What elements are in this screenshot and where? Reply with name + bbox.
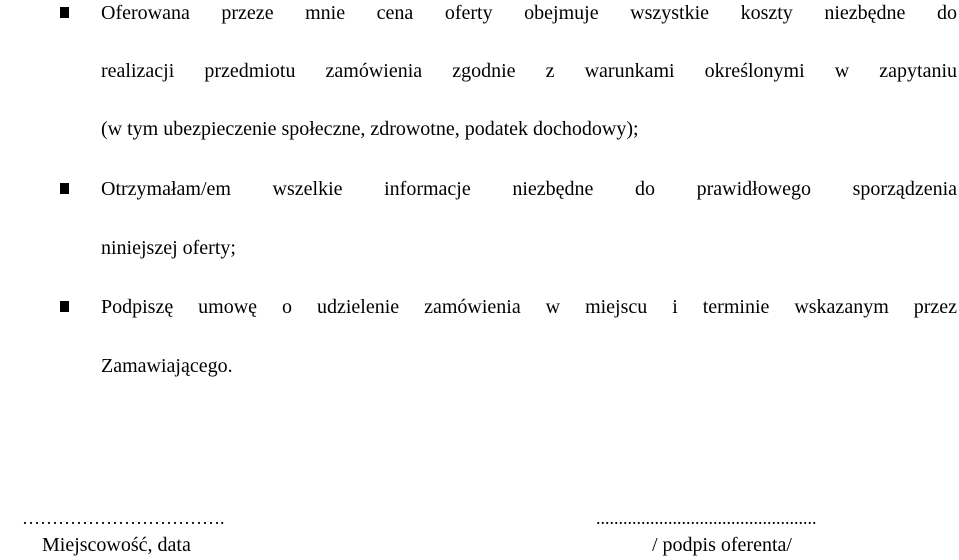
statement-3-line-1: Podpiszę umowę o udzielenie zamówienia w miejscu i terminie wskazanym przez bbox=[101, 296, 957, 318]
bullet-marker-1 bbox=[60, 7, 69, 18]
statement-3-line-2: Zamawiającego. bbox=[101, 355, 233, 377]
statement-1-line-3: (w tym ubezpieczenie społeczne, zdrowotne, podatek dochodowy); bbox=[101, 118, 639, 140]
bullet-marker-2 bbox=[60, 183, 69, 194]
place-date-label: Miejscowość, data bbox=[42, 534, 191, 556]
statement-1-line-1: Oferowana przeze mnie cena oferty obejmuje wszystkie koszty niezbędne do bbox=[101, 2, 957, 24]
place-date-dotted-line: ……………………………. bbox=[22, 508, 225, 528]
signature-dotted-line: ................................................. bbox=[596, 508, 817, 528]
statement-2-line-1: Otrzymałam/em wszelkie informacje niezbędne do prawidłowego sporządzenia bbox=[101, 178, 957, 200]
bullet-marker-3 bbox=[60, 301, 69, 312]
statement-1-line-2: realizacji przedmiotu zamówienia zgodnie z warunkami określonymi w zapytaniu bbox=[101, 60, 957, 82]
statement-2-line-2: niniejszej oferty; bbox=[101, 237, 236, 259]
signature-label: / podpis oferenta/ bbox=[652, 534, 792, 556]
